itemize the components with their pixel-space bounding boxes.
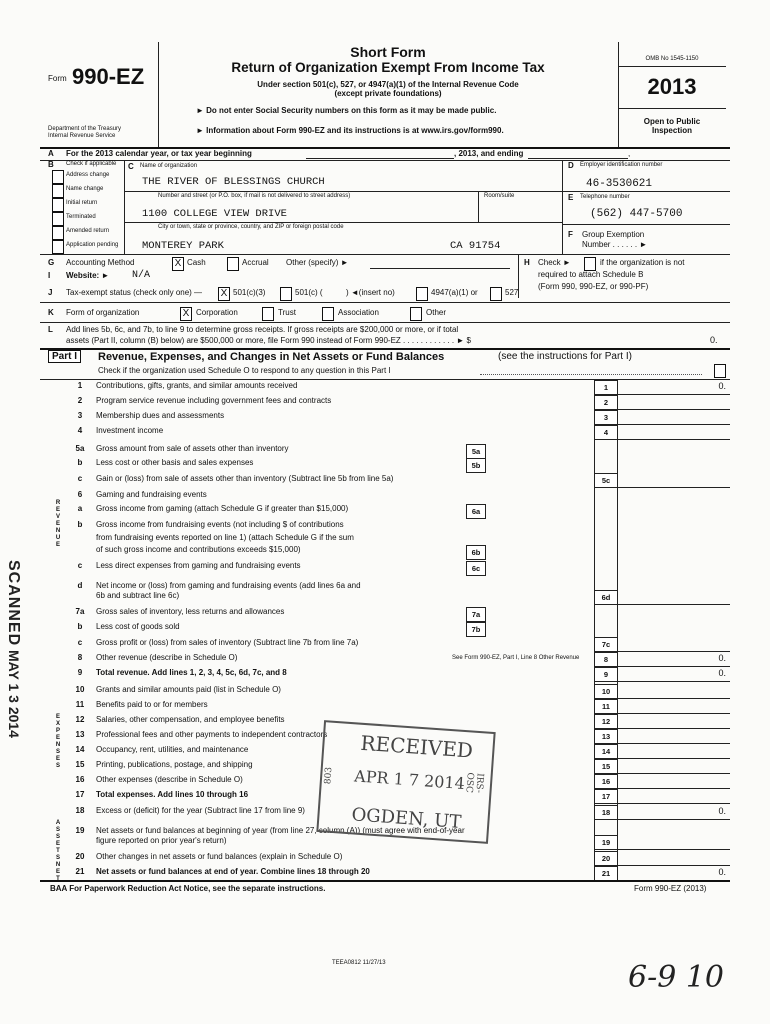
dept-line1: Department of the Treasury [48, 126, 122, 132]
line-number: 18 [75, 806, 85, 815]
line-e-label: E [568, 193, 574, 202]
line-text: 6b and subtract line 6c) [96, 591, 180, 600]
open-public-1: Open to Public [643, 117, 701, 126]
line-text: figure reported on prior year's return) [96, 836, 227, 845]
line8-note: See Form 990-EZ, Part I, Line 8 Other Revenue [452, 655, 580, 661]
b-address-change: Address change [66, 172, 110, 178]
accrual-label: Accrual [242, 258, 269, 267]
b-initial-return: Initial return [66, 200, 98, 206]
b-amended-return: Amended return [66, 228, 110, 234]
line-number: 1 [77, 381, 83, 390]
line-text: Gross income from gaming (attach Schedule G if greater than $15,000) [96, 504, 349, 513]
line-number: b [77, 458, 83, 467]
line-text: Total expenses. Add lines 10 through 16 [96, 790, 249, 799]
baa-notice: BAA For Paperwork Reduction Act Notice, see the separate instructions. [50, 884, 326, 893]
line-number: 21 [75, 867, 85, 876]
line-h-label: H [524, 258, 530, 267]
line-box-number: 5c [594, 473, 618, 488]
line-text: Printing, publications, postage, and shipping [96, 760, 253, 769]
line-b-label: B [48, 160, 54, 169]
line-text: Professional fees and other payments to independent contractors [96, 730, 328, 739]
status-4947-label: 4947(a)(1) or [431, 288, 478, 297]
line-number: 15 [75, 760, 85, 769]
org-name-value[interactable]: THE RIVER OF BLESSINGS CHURCH [142, 176, 325, 188]
line-text: Salaries, other compensation, and employee benefits [96, 715, 285, 724]
group-exemption-number[interactable]: Number . . . . . . ► [582, 240, 648, 249]
line-text: Benefits paid to or for members [96, 700, 208, 709]
b-terminated: Terminated [66, 214, 96, 220]
line-box-number: 7c [594, 637, 618, 652]
line-box-number: 12 [594, 714, 618, 729]
line-f-label: F [568, 230, 573, 239]
accrual-checkbox[interactable] [227, 257, 239, 271]
omb-number: OMB No 1545-1150 [645, 56, 699, 62]
line-text: Less cost of goods sold [96, 622, 180, 631]
status-4947-checkbox[interactable] [416, 287, 428, 301]
line-box-number: 16 [594, 774, 618, 789]
website-value[interactable]: N/A [132, 270, 151, 281]
terminated-checkbox[interactable] [52, 212, 64, 226]
line-number: 12 [75, 715, 85, 724]
box-6c: 6c [466, 561, 486, 576]
h-text-3: required to attach Schedule B [538, 270, 644, 279]
box-6a: 6a [466, 504, 486, 519]
gross-receipts-value[interactable]: 0. [710, 335, 718, 345]
corporation-label: Corporation [196, 308, 238, 317]
line-amount[interactable]: 0. [718, 867, 726, 877]
other-method-field[interactable] [370, 268, 510, 269]
trust-label: Trust [278, 308, 296, 317]
status-527-label: 527 [505, 288, 519, 297]
line-text: Other revenue (describe in Schedule O) [96, 653, 238, 662]
accounting-method-label: Accounting Method [66, 258, 135, 267]
line-text: Gross amount from sale of assets other than inventory [96, 444, 289, 453]
form-footer-ref: Form 990-EZ (2013) [634, 884, 707, 893]
scanned-date-stamp: MAY 1 3 2014 [6, 650, 22, 738]
box-7a: 7a [466, 607, 486, 622]
line-box-number: 10 [594, 684, 618, 699]
line-text: of such gross income and contributions exceeds $15,000) [96, 545, 301, 554]
line-number: 19 [75, 826, 85, 835]
net-assets-side-label: A S S E T S N E T [55, 820, 61, 882]
line-text: Excess or (deficit) for the year (Subtract line 17 from line 9) [96, 806, 305, 815]
city-value[interactable]: MONTEREY PARK [142, 240, 224, 252]
line-number: 11 [75, 700, 85, 709]
line-number: 9 [77, 668, 83, 677]
line-number: b [77, 520, 83, 529]
ein-value[interactable]: 46-3530621 [586, 178, 653, 190]
schedule-o-checkbox[interactable] [714, 364, 726, 378]
line-number: 3 [77, 411, 83, 420]
line-amount[interactable]: 0. [718, 806, 726, 816]
stamp-side-code-2: IRS-OSC [463, 772, 485, 794]
line-k-label: K [48, 308, 54, 317]
name-change-checkbox[interactable] [52, 184, 64, 198]
ogden-text: OGDEN, UT [350, 804, 462, 833]
line-number: 14 [75, 745, 85, 754]
line-box-number: 18 [594, 805, 618, 820]
line-number: a [77, 504, 83, 513]
part-i-title: Revenue, Expenses, and Changes in Net Assets or Fund Balances [98, 351, 445, 363]
schedule-b-checkbox[interactable] [584, 257, 596, 271]
line-a-label: A [48, 149, 54, 158]
line-box-number: 3 [594, 410, 618, 425]
line-number: c [77, 561, 83, 570]
tax-year: 2013 [647, 74, 697, 99]
form-subtitle2: (except private foundations) [334, 89, 442, 98]
info-notice: ► Information about Form 990-EZ and its instructions is at www.irs.gov/form990. [196, 126, 504, 135]
line-text: Program service revenue including government fees and contracts [96, 396, 332, 405]
line-amount[interactable]: 0. [718, 668, 726, 678]
application-pending-checkbox[interactable] [52, 240, 64, 254]
line-a-end: , [628, 149, 631, 158]
tax-exempt-status-label: Tax-exempt status (check only one) — [66, 288, 203, 297]
association-checkbox[interactable] [322, 307, 334, 321]
street-label: Number and street (or P.O. box, if mail is not delivered to street address) [158, 193, 351, 199]
form-prefix: Form [48, 74, 67, 83]
b-check-head: Check if applicable [66, 161, 117, 167]
box-7b: 7b [466, 622, 486, 637]
scanned-stamp: SCANNED [5, 560, 22, 647]
line-number: c [77, 638, 83, 647]
b-name-change: Name change [66, 186, 104, 192]
line-number: 7a [75, 607, 85, 616]
line-box-number: 13 [594, 729, 618, 744]
box-5b: 5b [466, 458, 486, 473]
line-box-number: 9 [594, 667, 618, 682]
received-date: APR 1 7 2014 [353, 766, 466, 794]
line-text: Gross sales of inventory, less returns and allowances [96, 607, 285, 616]
line-l-text-1: Add lines 5b, 6c, and 7b, to line 9 to determine gross receipts. If gross receipts are $200,000 or more, or if total [66, 325, 459, 334]
form-subtitle1: Under section 501(c), 527, or 4947(a)(1) of the Internal Revenue Code [257, 80, 519, 89]
line-text: Grants and similar amounts paid (list in Schedule O) [96, 685, 281, 694]
line-box-number: 11 [594, 699, 618, 714]
line-number: 4 [77, 426, 83, 435]
open-public-2: Inspection [651, 126, 692, 135]
org-name-label: Name of organization [140, 163, 198, 169]
line-text: Contributions, gifts, grants, and similar amounts received [96, 381, 298, 390]
form-title: Return of Organization Exempt From Income Tax [231, 60, 545, 75]
line-box-number: 20 [594, 851, 618, 866]
handwritten-note: 6-9 10 [628, 960, 725, 995]
line-number: 20 [75, 852, 85, 861]
line-text: Net assets or fund balances at end of year. Combine lines 18 through 20 [96, 867, 370, 876]
street-value[interactable]: 1100 COLLEGE VIEW DRIVE [142, 208, 287, 220]
line-l-text-2: assets (Part II, column (B) below) are $500,000 or more, file Form 990 instead of Form 990-EZ . . . . . . . . . . . . ► $ [66, 336, 471, 345]
line-text: from fundraising events reported on line 1) (attach Schedule G if the sum [96, 533, 354, 542]
line-box-number: 4 [594, 425, 618, 440]
line-text: Gaming and fundraising events [96, 490, 207, 499]
city-label: City or town, state or province, country, and ZIP or foreign postal code [158, 224, 344, 230]
box-6b: 6b [466, 545, 486, 560]
line-box-number: 1 [594, 380, 618, 395]
line-box-number: 6d [594, 590, 618, 605]
line-text: Gain or (loss) from sale of assets other than inventory (Subtract line 5b from line 5a) [96, 474, 394, 483]
received-text: RECEIVED [359, 730, 474, 763]
status-527-checkbox[interactable] [490, 287, 502, 301]
line-a-text: For the 2013 calendar year, or tax year beginning [66, 149, 252, 158]
ssn-notice: ► Do not enter Social Security numbers on this form as it may be made public. [196, 106, 497, 115]
line-i-label: I [48, 271, 51, 280]
initial-return-checkbox[interactable] [52, 198, 64, 212]
b-application-pending: Application pending [66, 242, 119, 248]
room-suite-label: Room/suite [484, 193, 515, 199]
line-number: 6 [77, 490, 83, 499]
group-exemption-label: Group Exemption [582, 230, 645, 239]
line-j-label: J [48, 288, 53, 297]
line-text: Gross income from fundraising events (not including $ of contributions [96, 520, 344, 529]
line-c-label: C [128, 162, 134, 171]
form-code: TEEA0812 11/27/13 [332, 960, 386, 966]
state-zip-value[interactable]: CA 91754 [450, 240, 501, 252]
line-box-number: 19 [594, 835, 618, 850]
cash-checkbox[interactable]: X [172, 257, 184, 271]
line-number: 2 [77, 396, 83, 405]
expenses-side-label: E X P E N S E S [55, 714, 61, 769]
other-org-checkbox[interactable] [410, 307, 422, 321]
association-label: Association [338, 308, 379, 317]
line-text: Investment income [96, 426, 164, 435]
trust-checkbox[interactable] [262, 307, 274, 321]
line-number: b [77, 622, 83, 631]
dept-line2: Internal Revenue Service [48, 133, 116, 139]
line-text: Gross profit or (loss) from sales of inventory (Subtract line 7b from line 7a) [96, 638, 359, 647]
status-insert-label: ) ◄(insert no) [346, 288, 395, 297]
stamp-side-code: 803 [323, 766, 335, 785]
form-number: 990-EZ [72, 64, 145, 89]
amended-return-checkbox[interactable] [52, 226, 64, 240]
line-amount[interactable]: 0. [718, 653, 726, 663]
address-change-checkbox[interactable] [52, 170, 64, 184]
year-begin-field[interactable] [306, 158, 454, 159]
line-box-number: 14 [594, 744, 618, 759]
line-box-number: 21 [594, 866, 618, 881]
line-g-label: G [48, 258, 55, 267]
box-5a: 5a [466, 444, 486, 459]
line-d-label: D [568, 161, 574, 170]
line-a-mid: , 2013, and ending [454, 149, 524, 158]
other-method-label: Other (specify) ► [286, 258, 349, 267]
line-text: Net assets or fund balances at beginning of year (from line 27, column (A)) (must agree with end-of-year [96, 826, 465, 835]
line-text: Occupancy, rent, utilities, and maintenance [96, 745, 249, 754]
line-text: Less direct expenses from gaming and fundraising events [96, 561, 301, 570]
status-501c-checkbox[interactable] [280, 287, 292, 301]
line-l-label: L [48, 325, 53, 334]
h-text-2: if the organization is not [600, 258, 685, 267]
h-text-4: (Form 990, 990-EZ, or 990-PF) [538, 282, 649, 291]
line-text: Other expenses (describe in Schedule O) [96, 775, 243, 784]
line-text: Total revenue. Add lines 1, 2, 3, 4, 5c, 6d, 7c, and 8 [96, 668, 287, 677]
other-org-label: Other [426, 308, 447, 317]
corporation-checkbox[interactable]: X [180, 307, 192, 321]
line-number: c [77, 474, 83, 483]
line-text: Net income or (loss) from gaming and fundraising events (add lines 6a and [96, 581, 361, 590]
line-number: 10 [75, 685, 85, 694]
part-i-label: Part I [48, 350, 81, 363]
phone-label: Telephone number [580, 194, 630, 200]
form-title-short: Short Form [350, 44, 426, 60]
line-number: 16 [75, 775, 85, 784]
line-box-number: 17 [594, 789, 618, 804]
h-check-label: Check ► [538, 258, 571, 267]
line-number: 13 [75, 730, 85, 739]
schedule-o-check-text: Check if the organization used Schedule O to respond to any question in this Part I [98, 366, 391, 375]
cash-label: Cash [187, 258, 206, 267]
line-box-number: 15 [594, 759, 618, 774]
line-number: 5a [75, 444, 85, 453]
form-of-org-label: Form of organization [66, 308, 140, 317]
line-number: 17 [75, 790, 85, 799]
status-501c-label: 501(c) ( [295, 288, 323, 297]
line-text: Membership dues and assessments [96, 411, 225, 420]
part-i-title-suffix: (see the instructions for Part I) [498, 351, 632, 362]
status-501c3-checkbox[interactable]: X [218, 287, 230, 301]
line-text: Less cost or other basis and sales expenses [96, 458, 254, 467]
ein-label: Employer identification number [580, 162, 663, 168]
received-stamp [316, 720, 495, 844]
line-amount[interactable]: 0. [718, 381, 726, 391]
line-number: d [77, 581, 83, 590]
line-box-number: 8 [594, 652, 618, 667]
year-end-field[interactable] [528, 158, 628, 159]
line-box-number: 2 [594, 395, 618, 410]
status-501c3-label: 501(c)(3) [233, 288, 266, 297]
line-text: Other changes in net assets or fund balances (explain in Schedule O) [96, 852, 343, 861]
website-label: Website: ► [66, 271, 110, 280]
line-number: 8 [77, 653, 83, 662]
revenue-side-label: R E V E N U E [55, 500, 61, 548]
phone-value[interactable]: (562) 447-5700 [590, 208, 683, 220]
